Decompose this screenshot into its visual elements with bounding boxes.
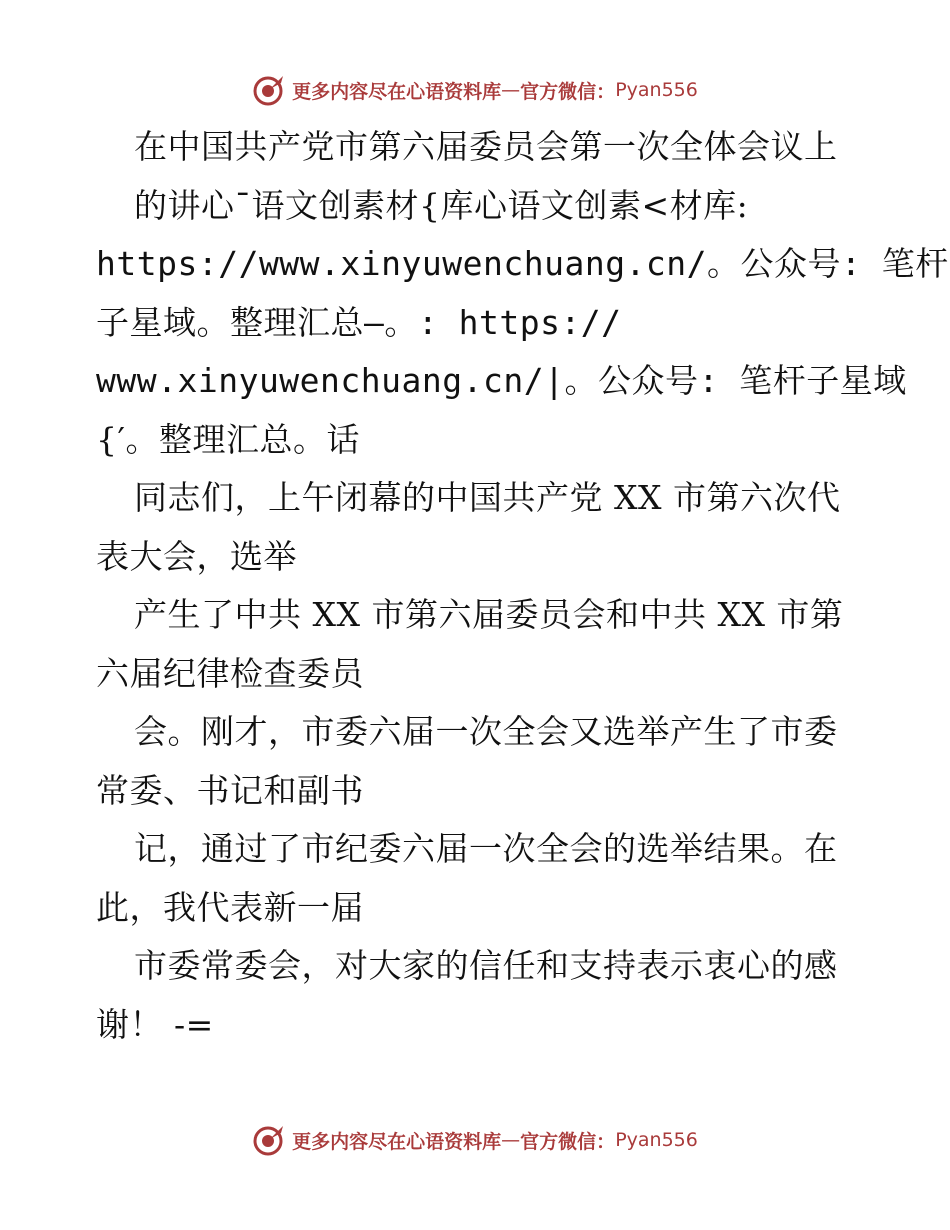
doc-line-paragraph-5b: 谢！ -=	[96, 1004, 214, 1044]
header-wechat-id: Pyan556	[615, 79, 698, 101]
header-banner-title: 更多内容尽在心语资料库	[292, 80, 502, 103]
doc-line-title-2: 的讲心¯语文创素材{库心语文创素<材库:	[134, 185, 749, 225]
feather-pen-logo-icon	[252, 73, 286, 107]
doc-line-paragraph-1a: 同志们，上午闭幕的中国共产党 XX 市第六次代	[134, 478, 841, 517]
header-wechat-label: 官方微信：	[520, 80, 616, 103]
doc-line-paragraph-4b: 此，我代表新一届	[96, 887, 364, 927]
footer-banner-title: 更多内容尽在心语资料库	[292, 1130, 502, 1153]
footer-wechat-id: Pyan556	[615, 1129, 698, 1151]
doc-line-paragraph-3b: 常委、书记和副书	[96, 770, 364, 810]
doc-line-title-1: 在中国共产党市第六届委员会第一次全体会议上	[134, 127, 838, 166]
feather-pen-logo-icon	[252, 1123, 286, 1157]
doc-line-url-2: 子星域。整理汇总—。: https://	[96, 302, 622, 342]
doc-line-paragraph-1b: 表大会，选举	[96, 536, 297, 576]
doc-line-paragraph-5a: 市委常委会，对大家的信任和支持表示衷心的感	[134, 946, 838, 985]
header-watermark-banner	[0, 70, 950, 110]
doc-line-url-3: www.xinyuwenchuang.cn/|。公众号: 笔杆子星域	[96, 361, 907, 400]
footer-wechat-label: 官方微信：	[520, 1130, 616, 1153]
doc-line-paragraph-3a: 会。刚才，市委六届一次全会又选举产生了市委	[134, 712, 838, 751]
doc-line-url-1: https://www.xinyuwenchuang.cn/。公众号: 笔杆	[96, 244, 949, 283]
footer-watermark-banner	[0, 1120, 950, 1160]
document-body	[96, 118, 949, 1054]
doc-line-paragraph-2b: 六届纪律检查委员	[96, 653, 364, 693]
doc-line-paragraph-2a: 产生了中共 XX 市第六届委员会和中共 XX 市第	[134, 595, 844, 634]
footer-banner-separator: —	[501, 1129, 521, 1151]
doc-line-paragraph-4a: 记，通过了市纪委六届一次全会的选举结果。在	[134, 829, 838, 868]
doc-line-summary: {′。整理汇总。话	[96, 419, 360, 459]
header-banner-separator: —	[501, 79, 521, 101]
